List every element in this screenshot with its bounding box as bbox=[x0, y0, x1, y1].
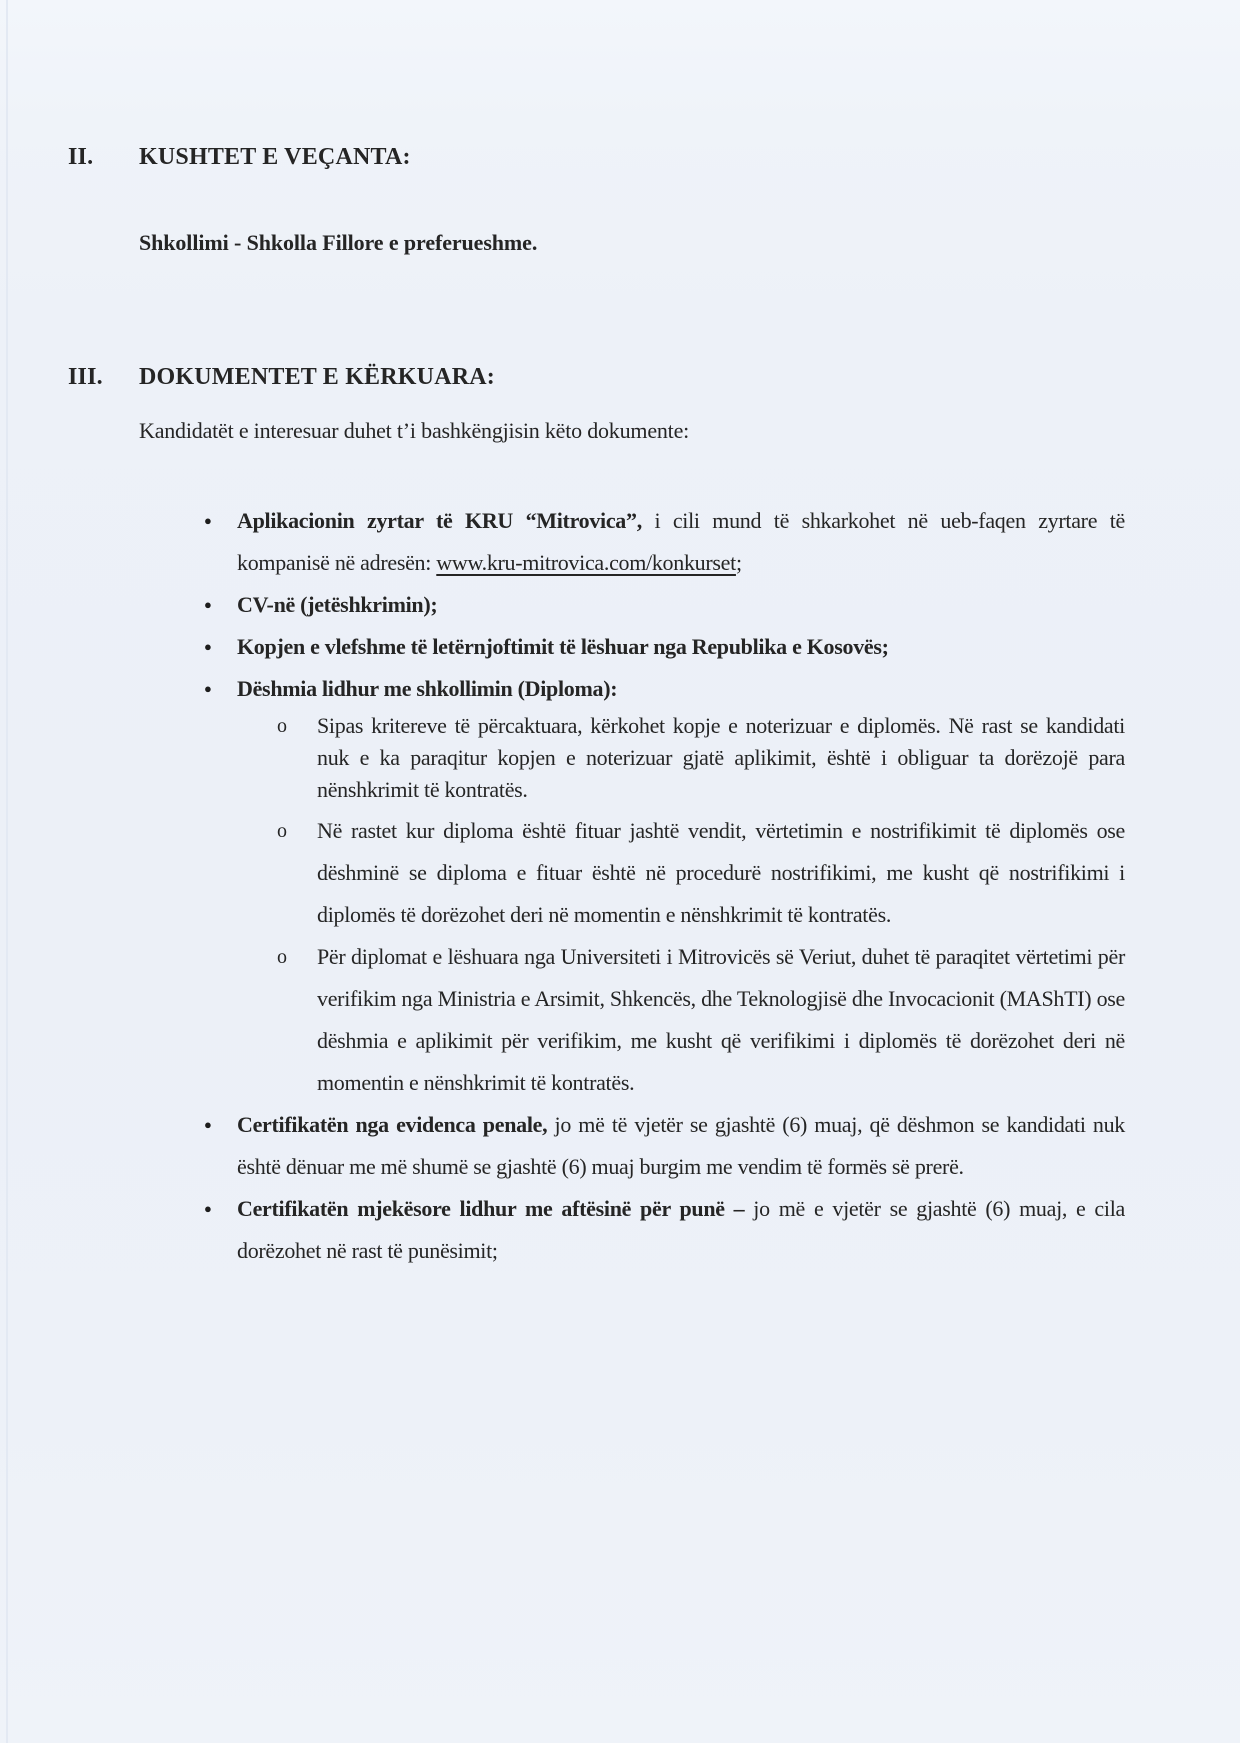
bullet-icon: ● bbox=[204, 513, 212, 528]
bullet-item-application bbox=[204, 500, 1125, 584]
bullet-icon: ● bbox=[204, 639, 212, 654]
section-ii-title: KUSHTET E VEÇANTA: bbox=[139, 144, 411, 170]
url-link: www.kru-mitrovica.com/konkurset bbox=[436, 550, 736, 575]
bullet-regular-text: i cili mund të shkarkohet në ueb-faqen zyrtare të kompanisë në adresën: bbox=[237, 508, 1125, 575]
bullet-text bbox=[237, 1104, 1125, 1188]
bullet-item-id-copy bbox=[204, 626, 1125, 668]
section-iii-title: DOKUMENTET E KËRKUARA: bbox=[139, 364, 495, 390]
bullet-regular-text: ; bbox=[735, 550, 742, 575]
sub-bullet-icon: o bbox=[277, 715, 287, 737]
bullet-item-medical-certificate bbox=[204, 1188, 1125, 1272]
bullet-text bbox=[237, 626, 1125, 668]
bullet-bold-text: Kopjen e vlefshme të letërnjoftimit të lëshuar nga Republika e Kosovës; bbox=[237, 634, 889, 659]
bullet-regular-text: jo më e vjetër se gjashtë (6) muaj, e cila dorëzohet në rast të punësimit; bbox=[237, 1196, 1125, 1263]
bullet-text bbox=[237, 500, 1125, 584]
bullet-bold-text: Aplikacionin zyrtar të KRU “Mitrovica”, bbox=[237, 508, 642, 533]
bullet-icon: ● bbox=[204, 1117, 212, 1132]
bullet-regular-text: jo më të vjetër se gjashtë (6) muaj, që dëshmon se kandidati nuk është dënuar me më shumë se gjashtë (6) muaj burgim me vendim të formës së prerë. bbox=[237, 1112, 1125, 1179]
bullet-text bbox=[237, 668, 1125, 710]
bullet-text bbox=[237, 584, 1125, 626]
bullet-item-cv bbox=[204, 584, 1125, 626]
sub-bullet-item bbox=[277, 936, 1125, 1104]
page-bottom-edge bbox=[0, 1743, 1240, 1756]
sub-bullet-item bbox=[277, 710, 1125, 806]
sub-bullet-text: Sipas kritereve të përcaktuara, kërkohet kopje e noterizuar e diplomës. Në rast se kandidati nuk e ka paraqitur kopjen e noterizuar gjatë aplikimit, është i obliguar ta dorëzojë para nënshkrimit të kontratës. bbox=[317, 713, 1125, 802]
education-requirement-text: Shkollimi - Shkolla Fillore e preferueshme. bbox=[139, 230, 538, 255]
bullet-text bbox=[237, 1188, 1125, 1272]
sub-bullet-text: Për diplomat e lëshuara nga Universiteti i Mitrovicës së Veriut, duhet të paraqitet vërtetimi për verifikim nga Ministria e Arsimit, Shkencës, dhe Teknologjisë dhe Invocacionit (MAShTI) ose dëshmia e aplikimit për verifikim, me kusht që verifikimi i diplomës të dorëzohet deri në momentin e nënshkrimit të kontratës. bbox=[317, 944, 1125, 1095]
bullet-bold-text: Certifikatën mjekësore lidhur me aftësinë për punë – bbox=[237, 1196, 745, 1221]
bullet-item-diploma bbox=[204, 668, 1125, 1104]
sub-bullet-text: Në rastet kur diploma është fituar jashtë vendit, vërtetimin e nostrifikimit të diplomës ose dëshminë se diploma e fituar është në procedurë nostrifikimi, me kusht që nostrifikimi i diplomës të dorëzohet deri në momentin e nënshkrimit të kontratës. bbox=[317, 818, 1125, 927]
bullet-icon: ● bbox=[204, 1201, 212, 1216]
section-ii-heading bbox=[68, 142, 411, 172]
sub-bullet-item bbox=[277, 810, 1125, 936]
bullet-icon: ● bbox=[204, 597, 212, 612]
bullet-bold-text: CV-në (jetëshkrimin); bbox=[237, 592, 438, 617]
bullet-bold-text: Certifikatën nga evidenca penale, bbox=[237, 1112, 548, 1137]
intro-text: Kandidatët e interesuar duhet t’i bashkëngjisin këto dokumente: bbox=[139, 418, 690, 443]
bullet-list bbox=[0, 500, 1240, 1272]
bullet-bold-text: Dëshmia lidhur me shkollimin (Diploma): bbox=[237, 676, 618, 701]
section-iii-heading bbox=[68, 362, 495, 392]
bullet-icon: ● bbox=[204, 681, 212, 696]
section-ii-numeral: II. bbox=[68, 144, 94, 170]
section-iii-numeral: III. bbox=[68, 364, 103, 390]
sub-bullet-icon: o bbox=[277, 946, 287, 968]
sub-bullet-icon: o bbox=[277, 820, 287, 842]
bullet-item-criminal-record bbox=[204, 1104, 1125, 1188]
